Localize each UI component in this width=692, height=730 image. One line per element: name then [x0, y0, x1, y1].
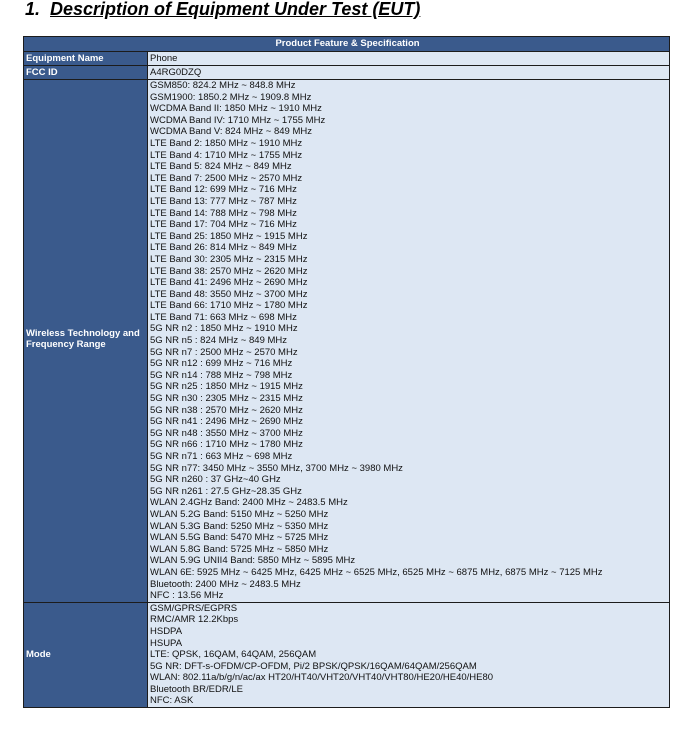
spec-line: WLAN 5.5G Band: 5470 MHz ~ 5725 MHz: [150, 532, 329, 544]
spec-line: LTE Band 17: 704 MHz ~ 716 MHz: [150, 219, 297, 231]
spec-line: WLAN 5.2G Band: 5150 MHz ~ 5250 MHz: [150, 508, 329, 520]
spec-line: GSM1900: 1850.2 MHz ~ 1909.8 MHz: [150, 91, 312, 103]
spec-line: 5G NR n38 : 2570 MHz ~ 2620 MHz: [150, 404, 303, 416]
spec-line: 5G NR n2 : 1850 MHz ~ 1910 MHz: [150, 323, 298, 335]
equipment-name-label: Equipment Name: [24, 52, 148, 66]
spec-line: LTE Band 26: 814 MHz ~ 849 MHz: [150, 242, 297, 254]
spec-line: LTE: QPSK, 16QAM, 64QAM, 256QAM: [150, 649, 317, 661]
spec-line: WLAN 5.8G Band: 5725 MHz ~ 5850 MHz: [150, 543, 329, 555]
wireless-label-line: Frequency Range: [26, 338, 106, 350]
spec-line: LTE Band 71: 663 MHz ~ 698 MHz: [150, 311, 297, 323]
section-heading: [25, 0, 420, 20]
spec-line: Bluetooth: 2400 MHz ~ 2483.5 MHz: [150, 578, 301, 590]
spec-line: WCDMA Band IV: 1710 MHz ~ 1755 MHz: [150, 114, 326, 126]
table-row: [24, 66, 670, 80]
spec-line: LTE Band 66: 1710 MHz ~ 1780 MHz: [150, 300, 308, 312]
spec-line: NFC : 13.56 MHz: [150, 590, 224, 602]
table-header: Product Feature & Specification: [24, 37, 670, 52]
spec-line: LTE Band 48: 3550 MHz ~ 3700 MHz: [150, 288, 308, 300]
spec-line: 5G NR n260 : 37 GHz~40 GHz: [150, 474, 281, 486]
spec-line: LTE Band 41: 2496 MHz ~ 2690 MHz: [150, 277, 308, 289]
spec-line: WLAN 2.4GHz Band: 2400 MHz ~ 2483.5 MHz: [150, 497, 348, 509]
spec-line: LTE Band 7: 2500 MHz ~ 2570 MHz: [150, 172, 303, 184]
spec-line: LTE Band 12: 699 MHz ~ 716 MHz: [150, 184, 297, 196]
spec-line: LTE Band 13: 777 MHz ~ 787 MHz: [150, 195, 297, 207]
spec-line: 5G NR n48 : 3550 MHz ~ 3700 MHz: [150, 427, 303, 439]
spec-line: 5G NR n25 : 1850 MHz ~ 1915 MHz: [150, 381, 303, 393]
table-row: [24, 80, 670, 603]
spec-line: 5G NR n41 : 2496 MHz ~ 2690 MHz: [150, 416, 303, 428]
wireless-technology-label: [24, 80, 148, 603]
section-title: Description of Equipment Under Test (EUT): [50, 0, 421, 19]
spec-line: 5G NR n66 : 1710 MHz ~ 1780 MHz: [150, 439, 303, 451]
spec-line: GSM/GPRS/EGPRS: [150, 602, 238, 614]
spec-line: LTE Band 4: 1710 MHz ~ 1755 MHz: [150, 149, 303, 161]
spec-line: WLAN 5.3G Band: 5250 MHz ~ 5350 MHz: [150, 520, 329, 532]
spec-line: LTE Band 25: 1850 MHz ~ 1915 MHz: [150, 230, 308, 242]
spec-line: 5G NR n12 : 699 MHz ~ 716 MHz: [150, 358, 293, 370]
table-row: [24, 52, 670, 66]
spec-line: 5G NR n30 : 2305 MHz ~ 2315 MHz: [150, 393, 303, 405]
mode-value: [148, 602, 670, 707]
spec-line: HSUPA: [150, 637, 183, 649]
fcc-id-value: A4RG0DZQ: [148, 66, 670, 80]
spec-line: WCDMA Band V: 824 MHz ~ 849 MHz: [150, 126, 312, 138]
table-row: [24, 602, 670, 707]
spec-line: LTE Band 14: 788 MHz ~ 798 MHz: [150, 207, 297, 219]
spec-line: RMC/AMR 12.2Kbps: [150, 614, 239, 626]
spec-line: WLAN: 802.11a/b/g/n/ac/ax HT20/HT40/VHT20/VHT40/VHT80/HE20/HE40/HE80: [150, 672, 494, 684]
spec-line: 5G NR n5 : 824 MHz ~ 849 MHz: [150, 335, 288, 347]
spec-line: LTE Band 38: 2570 MHz ~ 2620 MHz: [150, 265, 308, 277]
section-number: 1.: [25, 0, 41, 19]
spec-line: WLAN 6E: 5925 MHz ~ 6425 MHz, 6425 MHz ~ 6525 MHz, 6525 MHz ~ 6875 MHz, 6875 MHz ~ 7125 MHz: [150, 566, 603, 578]
mode-label: Mode: [24, 602, 148, 707]
spec-line: WLAN 5.9G UNII4 Band: 5850 MHz ~ 5895 MHz: [150, 555, 356, 567]
spec-line: LTE Band 2: 1850 MHz ~ 1910 MHz: [150, 137, 303, 149]
spec-line: WCDMA Band II: 1850 MHz ~ 1910 MHz: [150, 103, 322, 115]
wireless-technology-value: [148, 80, 670, 603]
spec-line: 5G NR: DFT-s-OFDM/CP-OFDM, Pi/2 BPSK/QPSK/16QAM/64QAM/256QAM: [150, 660, 477, 672]
wireless-label-line: Wireless Technology and: [26, 327, 140, 339]
spec-line: Bluetooth BR/EDR/LE: [150, 683, 243, 695]
spec-table: [23, 36, 670, 708]
spec-line: LTE Band 30: 2305 MHz ~ 2315 MHz: [150, 253, 308, 265]
table-header-row: [24, 37, 670, 52]
spec-line: 5G NR n261 : 27.5 GHz~28.35 GHz: [150, 485, 302, 497]
spec-line: NFC: ASK: [150, 695, 194, 707]
fcc-id-label: FCC ID: [24, 66, 148, 80]
spec-line: 5G NR n71 : 663 MHz ~ 698 MHz: [150, 451, 293, 462]
spec-line: GSM850: 824.2 MHz ~ 848.8 MHz: [150, 80, 296, 91]
spec-line: 5G NR n14 : 788 MHz ~ 798 MHz: [150, 369, 293, 381]
spec-line: HSDPA: [150, 625, 183, 637]
spec-line: LTE Band 5: 824 MHz ~ 849 MHz: [150, 161, 292, 173]
equipment-name-value: Phone: [148, 52, 670, 66]
spec-line: 5G NR n77: 3450 MHz ~ 3550 MHz, 3700 MHz ~ 3980 MHz: [150, 462, 403, 474]
spec-line: 5G NR n7 : 2500 MHz ~ 2570 MHz: [150, 346, 298, 358]
